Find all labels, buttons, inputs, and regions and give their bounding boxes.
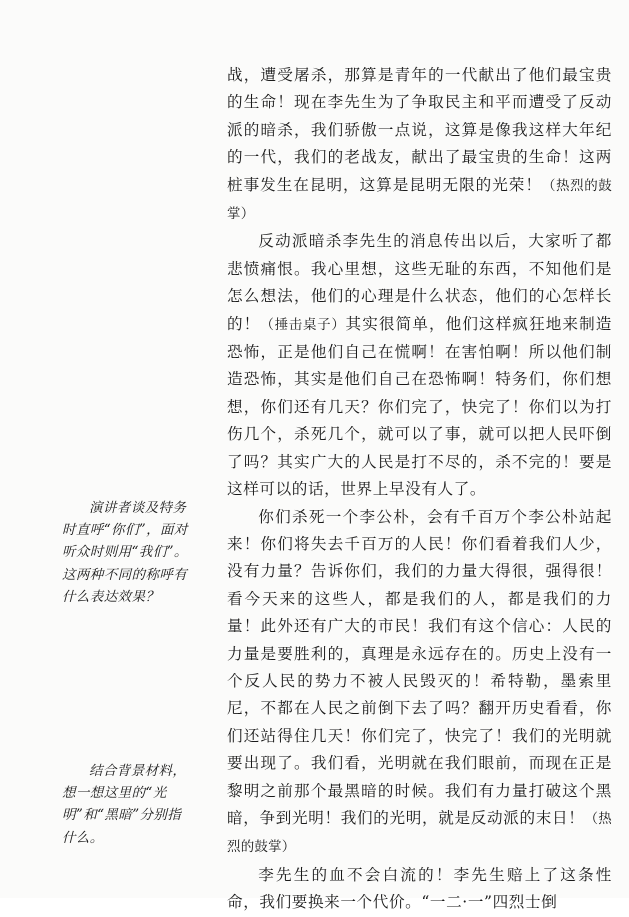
paragraph-3 xyxy=(227,504,612,862)
margin-note-1-text: 演讲者谈及特务时直呼“你们”，面对听众时则用“我们”。这两种不同的称呼有什么表达效果？ xyxy=(62,500,188,605)
margin-note-2-text: 结合背景材料，想一想这里的“光明”和“黑暗”分别指什么。 xyxy=(62,763,187,846)
paragraph-2 xyxy=(227,228,612,503)
margin-note-1 xyxy=(62,497,190,608)
stage-direction-pound-table: （捶击桌子） xyxy=(260,316,346,333)
paragraph-2-text-a: 反动派暗杀李先生的消息传出以后，大家听了都悲愤痛恨。我心里想，这些无耻的东西，不知他们是怎么想法，他们的心理是什么状态，他们的心怎样长的！ xyxy=(227,232,612,333)
speech-text xyxy=(227,62,612,917)
paragraph-4 xyxy=(227,862,612,917)
stage-direction-applause: （热烈的鼓掌） xyxy=(227,177,613,223)
stage-direction-applause: （热烈的鼓掌） xyxy=(227,810,613,856)
paragraph-1-text: 战，遭受屠杀，那算是青年的一代献出了他们最宝贵的生命！现在李先生为了争取民主和平而遭受了反动派的暗杀，我们骄傲一点说，这算是像我这样大年纪的一代，我们的老战友，献出了最宝贵的生命！这两桩事发生在昆明，这算是昆明无限的光荣！ xyxy=(227,66,612,194)
paragraph-1 xyxy=(227,62,612,228)
margin-note-2 xyxy=(62,760,190,849)
paragraph-4-text: 李先生的血不会白流的！李先生赔上了这条性命，我们要换来一个代价。“一二·一”四烈士倒 xyxy=(227,865,612,912)
paragraph-2-text-b: 其实很简单，他们这样疯狂地来制造恐怖，正是他们自己在慌啊！在害怕啊！所以他们制造恐怖，其实是他们自己在恐怖啊！特务们，你们想想，你们还有几天？你们完了，快完了！你们以为打伤几个，杀死几个，就可以了事，就可以把人民吓倒了吗？其实广大的人民是打不尽的，杀不完的！要是这样可以的话，世界上早没有人了。 xyxy=(227,314,612,499)
paragraph-3-text: 你们杀死一个李公朴，会有千百万个李公朴站起来！你们将失去千百万的人民！你们看着我们人少，没有力量？告诉你们，我们的力量大得很，强得很！看今天来的这些人，都是我们的人，都是我们的力量！此外还有广大的市民！我们有这个信心：人民的力量是要胜利的，真理是永远存在的。历史上没有一个反人民的势力不被人民毁灭的！希特勒，墨索里尼，不都在人民之前倒下去了吗？翻开历史看看，你们还站得住几天！你们完了，快完了！我们的光明就要出现了。我们看，光明就在我们眼前，而现在正是黎明之前那个最黑暗的时候。我们有力量打破这个黑暗，争到光明！我们的光明，就是反动派的末日！ xyxy=(227,507,612,827)
